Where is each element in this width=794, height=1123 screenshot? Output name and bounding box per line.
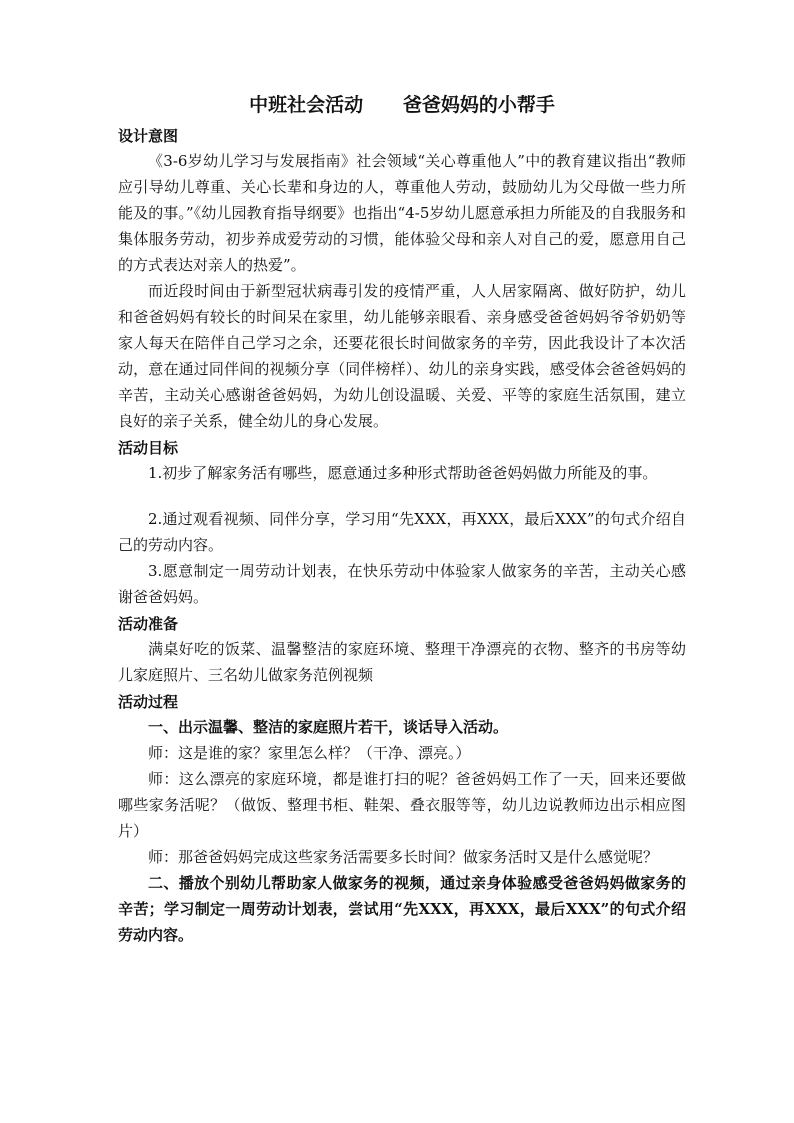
process-step-heading: 二、播放个别幼儿帮助家人做家务的视频，通过亲身体验感受爸爸妈妈做家务的辛苦；学习制定一周劳动计划表，尝试用“先XXX，再XXX，最后XXX”的句式介绍劳动内容。 <box>118 874 686 944</box>
process-step-heading: 一、出示温馨、整洁的家庭照片若干，谈话导入活动。 <box>148 718 509 736</box>
section-heading: 活动目标 <box>118 439 179 457</box>
dialogue-line: 师：这是谁的家？家里怎么样？（干净、漂亮。） <box>148 744 471 762</box>
paragraph: 满桌好吃的饭菜、温馨整洁的家庭环境、整理干净漂亮的衣物、整齐的书房等幼儿家庭照片、三名幼儿做家务范例视频 <box>118 640 686 684</box>
dialogue-line: 师：这么漂亮的家庭环境，都是谁打扫的呢？爸爸妈妈工作了一天，回来还要做哪些家务活呢？（做饭、整理书柜、鞋架、叠衣服等等，幼儿边说教师边出示相应图片） <box>118 770 686 840</box>
section-heading: 活动过程 <box>118 693 179 711</box>
section-heading: 设计意图 <box>118 127 179 145</box>
section-activity-process <box>118 690 686 948</box>
section-activity-goals <box>118 436 686 610</box>
blank-line <box>118 486 686 506</box>
goal-item: 2.通过观看视频、同伴分享，学习用“先XXX，再XXX，最后XXX”的句式介绍自己的劳动内容。 <box>118 510 686 554</box>
document-title: 中班社会活动 爸爸妈妈的小帮手 <box>249 94 555 116</box>
section-activity-preparation <box>118 612 686 688</box>
section-design-intent <box>118 124 686 434</box>
dialogue-line: 师：那爸爸妈妈完成这些家务活需要多长时间？做家务活时又是什么感觉呢？ <box>148 848 659 866</box>
paragraph: 《3-6岁幼儿学习与发展指南》社会领域“关心尊重他人”中的教育建议指出“教师应引导幼儿尊重、关心长辈和身边的人，尊重他人劳动，鼓励幼儿为父母做一些力所能及的事。”《幼儿园教育指导纲要》也指出“4-5岁幼儿愿意承担力所能及的自我服务和集体服务劳动，初步养成爱劳动的习惯，能体验父母和亲人对自己的爱，愿意用自己的方式表达对亲人的热爱”。 <box>118 152 686 274</box>
paragraph: 而近段时间由于新型冠状病毒引发的疫情严重，人人居家隔离、做好防护，幼儿和爸爸妈妈有较长的时间呆在家里，幼儿能够亲眼看、亲身感受爸爸妈妈爷爷奶奶等家人每天在陪伴自己学习之余，还要花很长时间做家务的辛劳，因此我设计了本次活动，意在通过同伴间的视频分享（同伴榜样）、幼儿的亲身实践，感受体会爸爸妈妈的辛苦，主动关心感谢爸爸妈妈，为幼儿创设温暖、关爱、平等的家庭生活氛围，建立良好的亲子关系，健全幼儿的身心发展。 <box>118 282 686 430</box>
section-heading: 活动准备 <box>118 615 179 633</box>
goal-item: 3.愿意制定一周劳动计划表，在快乐劳动中体验家人做家务的辛苦，主动关心感谢爸爸妈妈。 <box>118 562 686 606</box>
goal-item: 1.初步了解家务活有哪些，愿意通过多种形式帮助爸爸妈妈做力所能及的事。 <box>148 464 658 482</box>
document-content <box>118 92 686 948</box>
